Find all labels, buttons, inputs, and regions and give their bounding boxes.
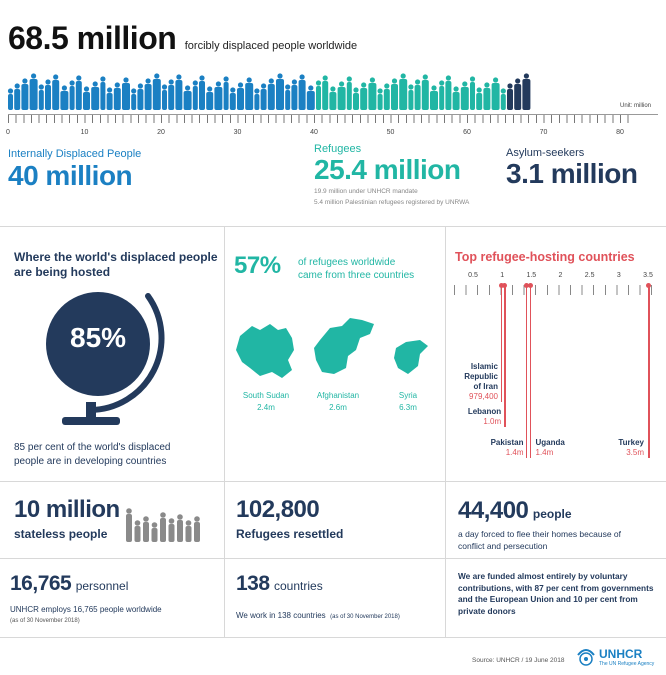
- hosting-marker: [646, 283, 651, 288]
- hosting-country-name: Islamic: [470, 362, 498, 371]
- idp-value: 40 million: [8, 160, 133, 191]
- origin-south-sudan-value: 2.4m: [257, 403, 275, 412]
- hosting-tick-label: 0.5: [468, 272, 478, 279]
- hosting-bar: [504, 285, 506, 427]
- person-figure: [160, 512, 166, 542]
- hosting-country-value: 3.5m: [626, 448, 644, 457]
- person-figure: [276, 73, 284, 110]
- person-figure: [439, 80, 444, 110]
- hosting-bar: [526, 285, 528, 458]
- hosting-country-name: of Iran: [473, 382, 498, 391]
- unit-label: Unit: million: [620, 103, 652, 109]
- countries-line: [236, 605, 400, 623]
- scale-tick-label: 20: [157, 129, 165, 136]
- hosting-country-value: 1.4m: [535, 448, 554, 457]
- hosting-country-value: 1.4m: [505, 448, 524, 457]
- hosted-title-line-2: are being hosted: [14, 265, 111, 279]
- person-figure: [153, 73, 161, 110]
- person-figure: [76, 75, 82, 110]
- hosted-caption-line-2: people are in developing countries: [14, 456, 167, 467]
- daily-heading: [458, 497, 572, 525]
- refugees-label: Refugees: [314, 143, 362, 155]
- person-figure: [52, 74, 59, 110]
- origin-text-line-1: of refugees worldwide: [298, 257, 396, 268]
- stateless-people-icon: [124, 502, 204, 542]
- funding-line-4: private donors: [458, 605, 516, 616]
- person-figure: [245, 77, 253, 110]
- origin-percent: 57%: [234, 252, 281, 279]
- funding-line-3: and the European Union and 10 per cent from: [458, 594, 638, 604]
- person-figure: [522, 73, 530, 110]
- person-figure: [131, 88, 136, 110]
- person-figure: [8, 88, 13, 110]
- person-figure: [14, 83, 20, 110]
- person-figure: [507, 83, 513, 110]
- person-figure: [224, 76, 229, 110]
- person-figure: [145, 78, 152, 110]
- headline: [8, 20, 357, 57]
- people-crowd: [6, 72, 540, 110]
- person-figure: [199, 75, 205, 110]
- origin-afghanistan-name: Afghanistan: [316, 391, 360, 400]
- person-figure: [391, 78, 398, 110]
- stateless-label: stateless people: [14, 527, 108, 541]
- scale-tick-label: 70: [539, 129, 548, 136]
- hosting-country-name: Republic: [464, 372, 498, 381]
- person-figure: [461, 81, 469, 110]
- person-figure: [329, 86, 336, 110]
- hosting-country-name: Uganda: [535, 438, 565, 447]
- person-figure: [168, 79, 174, 110]
- divider-2: [0, 481, 666, 482]
- hosting-title: Top refugee-hosting countries: [455, 250, 635, 264]
- person-figure: [184, 85, 192, 110]
- person-figure: [445, 75, 451, 110]
- person-figure: [39, 84, 44, 110]
- person-figure: [175, 74, 182, 110]
- asylum-label: Asylum-seekers: [506, 147, 585, 159]
- scale-tick-label: 80: [616, 129, 624, 136]
- personnel-line-1: UNHCR employs 16,765 people worldwide: [10, 605, 162, 614]
- person-figure: [114, 82, 121, 110]
- scale-tick-label: 10: [80, 129, 89, 136]
- globe-icon: [30, 282, 190, 434]
- person-figure: [169, 518, 175, 542]
- person-figure: [415, 79, 421, 110]
- person-figure: [268, 78, 275, 110]
- divider-3: [0, 558, 666, 559]
- resettled-number: 102,800: [236, 496, 320, 523]
- person-figure: [353, 87, 359, 110]
- footer-tagline: The UN Refugee Agency: [599, 661, 655, 667]
- person-figure: [254, 88, 259, 110]
- origin-text: [298, 256, 414, 282]
- hosting-tick-label: 3: [616, 272, 621, 279]
- person-figure: [107, 87, 113, 110]
- hosting-tick-label: 1.5: [526, 272, 537, 279]
- personnel-heading: [10, 572, 128, 596]
- hosting-label: [618, 438, 644, 458]
- origin-text-line-2: came from three countries: [298, 270, 415, 281]
- person-figure: [237, 82, 244, 110]
- person-figure: [299, 74, 306, 110]
- person-figure: [322, 75, 328, 110]
- headline-text: forcibly displaced people worldwide: [184, 40, 358, 52]
- person-figure: [384, 83, 390, 110]
- resettled-label: Refugees resettled: [236, 527, 344, 541]
- asylum-value: 3.1 million: [506, 158, 638, 189]
- person-figure: [152, 522, 158, 542]
- daily-number: 44,400: [458, 497, 529, 524]
- hosting-country-name: Turkey: [618, 438, 644, 447]
- hosting-tick-label: 3.5: [643, 272, 653, 279]
- person-figure: [501, 88, 506, 110]
- refugees-note-2: 5.4 million Palestinian refugees registered by UNRWA: [314, 199, 470, 206]
- scale-tick-label: 50: [386, 129, 395, 136]
- person-figure: [135, 520, 141, 542]
- person-figure: [453, 86, 460, 110]
- hosted-caption-line-1: 85 per cent of the world's displaced: [14, 442, 171, 453]
- person-figure: [483, 82, 490, 110]
- scale-tick-label: 60: [463, 129, 471, 136]
- countries-heading: [236, 572, 323, 596]
- personnel-number: 16,765: [10, 572, 72, 595]
- countries-unit: countries: [274, 579, 323, 593]
- unhcr-logo-icon: [575, 647, 597, 667]
- funding-line-1: We are funded almost entirely by voluntary: [458, 571, 628, 581]
- person-figure: [45, 79, 51, 110]
- headline-number: 68.5 million: [8, 20, 177, 56]
- person-figure: [476, 87, 482, 110]
- personnel-unit: personnel: [75, 579, 129, 593]
- refugees-value: 25.4 million: [314, 154, 461, 185]
- origin-afghanistan-value: 2.6m: [329, 403, 347, 412]
- person-figure: [126, 508, 132, 542]
- hosting-ticks: [454, 285, 662, 295]
- person-figure: [291, 79, 297, 110]
- footer-source: Source: UNHCR / 19 June 2018: [472, 657, 565, 664]
- person-figure: [137, 83, 143, 110]
- funding-line-2: contributions, with 87 per cent from governments: [458, 582, 654, 593]
- hosting-bar: [648, 285, 650, 458]
- countries-note: (as of 30 November 2018): [330, 614, 400, 620]
- divider-4: [0, 637, 666, 638]
- daily-line-2: conflict and persecution: [458, 541, 548, 551]
- person-figure: [70, 80, 75, 110]
- person-figure: [378, 88, 383, 110]
- person-figure: [30, 73, 38, 110]
- stateless-number: 10 million: [14, 496, 120, 523]
- person-figure: [316, 80, 321, 110]
- person-figure: [307, 85, 315, 110]
- person-figure: [194, 516, 200, 542]
- person-figure: [122, 77, 130, 110]
- person-figure: [492, 77, 500, 110]
- scale-tick-label: 30: [233, 129, 242, 136]
- hosting-label: [536, 438, 565, 458]
- refugees-note-1: 19.9 million under UNHCR mandate: [314, 188, 418, 195]
- hosted-percent: 85%: [70, 322, 127, 353]
- scale-tick-label: 0: [6, 129, 10, 136]
- hosting-country-value: 1.0m: [483, 417, 502, 426]
- person-figure: [91, 81, 99, 110]
- divider-v-1: [224, 226, 225, 481]
- hosting-bar: [501, 285, 503, 402]
- person-figure: [193, 80, 198, 110]
- hosted-title-line-1: Where the world's displaced people: [14, 250, 218, 264]
- person-figure: [399, 73, 407, 110]
- person-figure: [422, 74, 429, 110]
- person-figure: [60, 85, 68, 110]
- divider-v-3: [224, 481, 225, 637]
- person-figure: [230, 87, 236, 110]
- person-figure: [206, 86, 213, 110]
- divider-1: [0, 226, 666, 227]
- person-figure: [261, 83, 267, 110]
- origin-syria-name: Syria: [398, 391, 418, 400]
- person-figure: [186, 520, 192, 542]
- person-figure: [430, 85, 438, 110]
- person-figure: [514, 78, 521, 110]
- person-figure: [347, 76, 352, 110]
- divider-v-2: [445, 226, 446, 637]
- person-figure: [470, 76, 475, 110]
- south-sudan-map-icon: [234, 322, 298, 380]
- idp-label: Internally Displaced People: [8, 148, 142, 160]
- daily-unit: people: [532, 507, 572, 521]
- person-figure: [368, 77, 376, 110]
- footer-logo: UNHCR: [599, 647, 643, 661]
- hosting-country-name: Lebanon: [467, 407, 502, 416]
- hosting-country-name: Pakistan: [490, 438, 524, 447]
- scale-tick-label: 40: [310, 129, 318, 136]
- person-figure: [408, 84, 413, 110]
- hosting-tick-label: 2.5: [584, 272, 595, 279]
- afghanistan-map-icon: [312, 316, 378, 378]
- hosting-bar: [530, 285, 532, 458]
- countries-number: 138: [236, 572, 270, 595]
- hosting-country-value: 979,400: [469, 392, 498, 401]
- origin-syria-value: 6.3m: [399, 403, 417, 412]
- person-figure: [83, 86, 90, 110]
- person-figure: [21, 78, 28, 110]
- person-figure: [143, 516, 149, 542]
- origin-south-sudan-name: South Sudan: [242, 391, 290, 400]
- personnel-note: (as of 30 November 2018): [10, 618, 80, 624]
- person-figure: [162, 84, 167, 110]
- syria-map-icon: [390, 338, 430, 378]
- funding-text: [458, 571, 653, 617]
- person-figure: [100, 76, 105, 110]
- hosting-tick-label: 2: [558, 272, 563, 279]
- person-figure: [285, 84, 290, 110]
- person-figure: [177, 514, 183, 542]
- hosting-label: [468, 407, 501, 427]
- daily-line-1: a day forced to flee their homes because of: [458, 529, 622, 539]
- hosted-title: [14, 250, 218, 280]
- person-figure: [214, 81, 222, 110]
- hosting-label: [491, 438, 524, 458]
- hosted-caption: [14, 441, 170, 469]
- countries-line-1: We work in 138 countries: [236, 611, 326, 620]
- scale-ticks: [8, 115, 631, 123]
- person-figure: [338, 81, 346, 110]
- hosting-tick-label: 1: [500, 272, 505, 279]
- person-figure: [360, 82, 367, 110]
- hosting-label: [464, 362, 498, 402]
- hosting-marker: [528, 283, 533, 288]
